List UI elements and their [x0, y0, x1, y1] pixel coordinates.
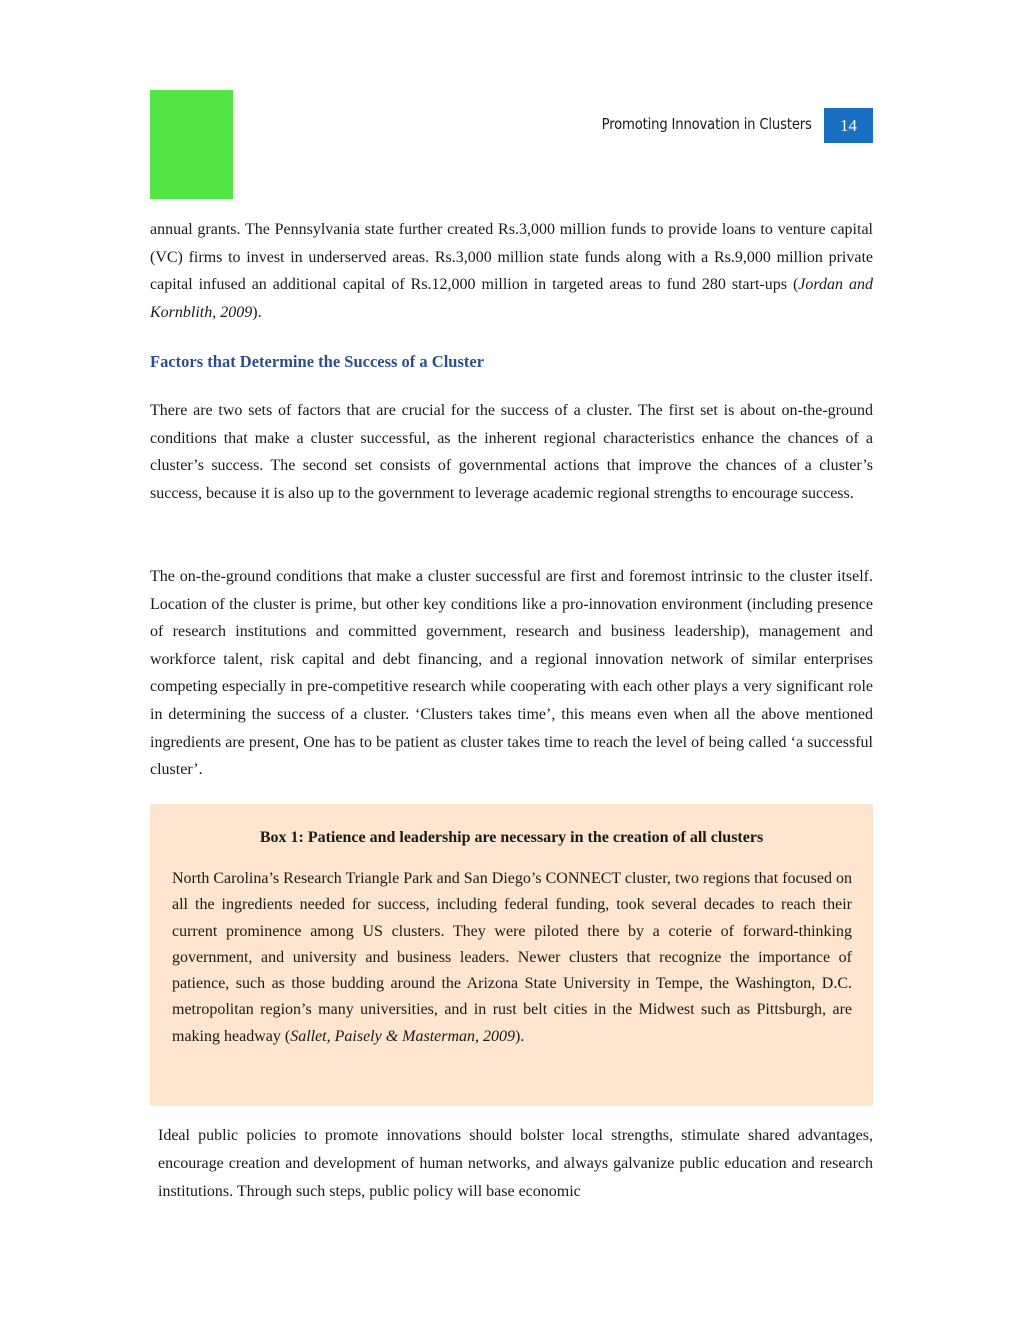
callout-box [150, 804, 873, 1106]
paragraph-intro-text: annual grants. The Pennsylvania state further created Rs.3,000 million funds to provide loans to venture capital (VC) firms to invest in underserved areas. Rs.3,000 million state funds along with a Rs.9,000 million private capital infused an additional capital of Rs.12,000 million in targeted areas to fund 280 start-ups ( [150, 221, 873, 294]
citation-sallet: Sallet, Paisely & Masterman, 2009 [290, 1027, 516, 1045]
section-heading: Factors that Determine the Success of a Cluster [150, 352, 485, 371]
paragraph-intro-end: ). [252, 303, 262, 321]
citation-jordan-kornblith: Jordan and Kornblith, 2009 [150, 276, 874, 321]
callout-box-text [172, 866, 852, 1050]
running-header-title: Promoting Innovation in Clusters [601, 115, 812, 133]
callout-box-end: ). [515, 1027, 525, 1045]
page-number: 14 [824, 108, 873, 143]
paragraph-intro [150, 216, 873, 326]
paragraph-factors: There are two sets of factors that are crucial for the success of a cluster. The first set is about on-the-ground conditions that make a cluster successful, as the inherent regional characteristics enhance the chances of a cluster’s success. The second set consists of governmental actions that improve the chances of a cluster’s success, because it is also up to the government to leverage academic regional strengths to encourage success. [150, 402, 873, 502]
green-accent-block [150, 90, 233, 199]
callout-box-body: North Carolina’s Research Triangle Park and San Diego’s CONNECT cluster, two regions that focused on all the ingredients needed for success, including federal funding, took several decades to reach their current prominence among US clusters. They were piloted there by a coterie of forward-thinking government, and university and business leaders. Newer clusters that recognize the importance of patience, such as those budding around the Arizona State University in Tempe, the Washington, D.C. metropolitan region’s many universities, and in rust belt cities in the Midwest such as Pittsburgh, are making headway ( [172, 870, 852, 1045]
callout-box-title: Box 1: Patience and leadership are necessary in the creation of all clusters [259, 829, 764, 846]
paragraph-policies: Ideal public policies to promote innovations should bolster local strengths, stimulate shared advantages, encourage creation and development of human networks, and always galvanize public education and research institutions. Through such steps, public policy will base economic [158, 1127, 873, 1200]
paragraph-conditions: The on-the-ground conditions that make a cluster successful are first and foremost intrinsic to the cluster itself. Location of the cluster is prime, but other key conditions like a pro-innovation environment (including presence of research institutions and committed government, research and business leadership), management and workforce talent, risk capital and debt financing, and a regional innovation network of similar enterprises competing especially in pre-competitive research while cooperating with each other plays a very significant role in determining the success of a cluster. ‘Clusters takes time’, this means even when all the above mentioned ingredients are present, One has to be patient as cluster takes time to reach the level of being called ‘a successful cluster’. [150, 568, 873, 779]
